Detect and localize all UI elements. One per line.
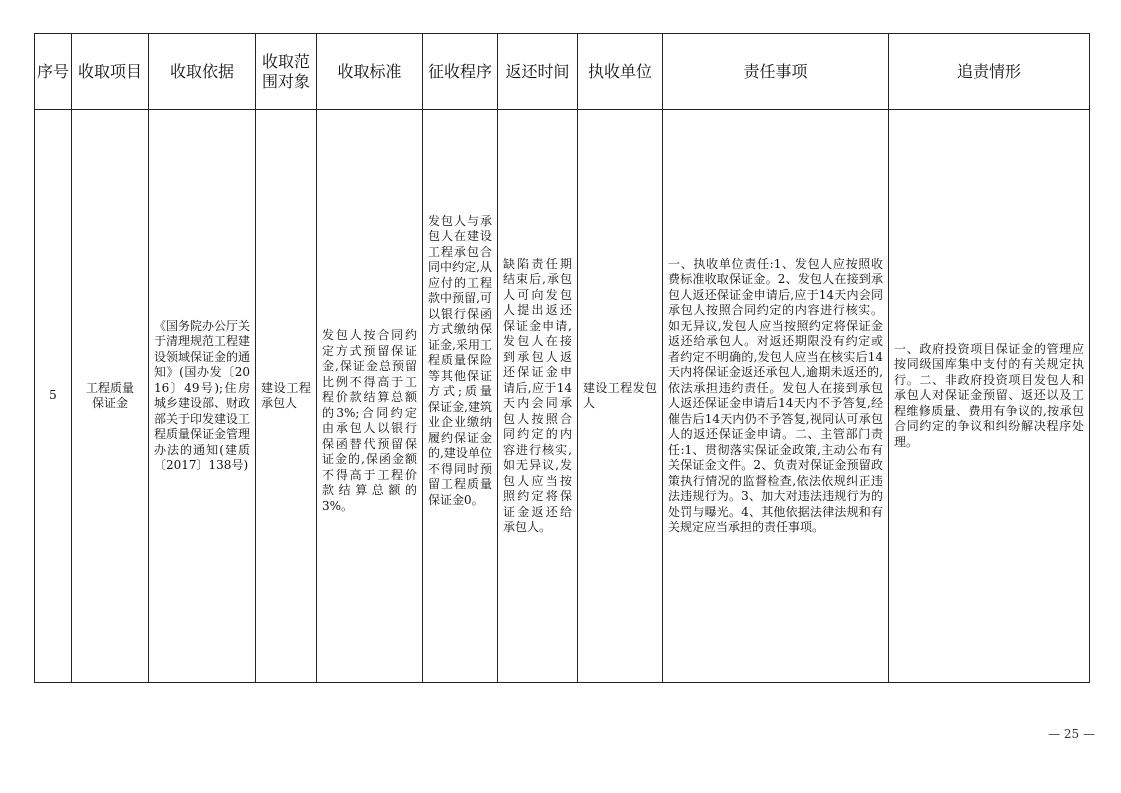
cell-index: 5 (35, 110, 72, 683)
cell-accountability: 一、政府投资项目保证金的管理应按同级国库集中支付的有关规定执行。二、非政府投资项目发包人和承包人对保证金预留、返还以及工程维修质量、费用有争议的,按承包合同约定的争议和纠纷解决程序处理。 (889, 110, 1090, 683)
cell-item: 工程质量保证金 (72, 110, 149, 683)
cell-return-time: 缺陷责任期结束后,承包人可向发包人提出返还保证金申请,发包人在接到承包人返还保证金申请后,应于14天内会同承包人按照合同约定的内容进行核实,如无异议,发包人应当按照约定将保证金返还给承包人。 (498, 110, 578, 683)
header-procedure: 征收程序 (423, 34, 498, 110)
header-standard: 收取标准 (317, 34, 423, 110)
header-row (35, 34, 1090, 110)
cell-responsibility: 一、执收单位责任:1、发包人应按照收费标准收取保证金。2、发包人在接到承包人返还保证金申请后,应于14天内会同承包人按照合同约定的内容进行核实。如无异议,发包人应当按照约定将保证金返还给承包人。对返还期限没有约定或者约定不明确的,发包人应当在核实后14天内将保证金返还承包人,逾期未返还的,依法承担违约责任。发包人在接到承包人返还保证金申请后14天内不予答复,经催告后14天内仍不予答复,视同认可承包人的返还保证金申请。二、主管部门责任:1、贯彻落实保证金政策,主动公布有关保证金文件。2、负责对保证金预留政策执行情况的监督检查,依法依规纠正违法违规行为。3、加大对违法违规行为的处罚与曝光。4、其他依据法律法规和有关规定应当承担的责任事项。 (663, 110, 889, 683)
page-number: — 25 — (1048, 727, 1095, 741)
cell-standard: 发包人按合同约定方式预留保证金,保证金总预留比例不得高于工程价款结算总额的3%;合同约定由承包人以银行保函替代预留保证金的,保函金额不得高于工程价款结算总额的3%。 (317, 110, 423, 683)
table-row (35, 110, 1090, 683)
cell-basis: 《国务院办公厅关于清理规范工程建设领域保证金的通知》(国办发〔2016〕49号);住房城乡建设部、财政部关于印发建设工程质量保证金管理办法的通知(建质〔2017〕138号) (149, 110, 256, 683)
cell-procedure: 发包人与承包人在建设工程承包合同中约定,从应付的工程款中预留,可以银行保函方式缴纳保证金,采用工程质量保险等其他保证方式;质量保证金,建筑业企业缴纳履约保证金的,建设单位不得同时预留工程质量保证金0。 (423, 110, 498, 683)
fee-table (34, 33, 1090, 683)
header-item: 收取项目 (72, 34, 149, 110)
header-basis: 收取依据 (149, 34, 256, 110)
header-accountability: 追责情形 (889, 34, 1090, 110)
header-responsibility: 责任事项 (663, 34, 889, 110)
header-unit: 执收单位 (578, 34, 663, 110)
cell-scope: 建设工程承包人 (256, 110, 317, 683)
header-index: 序号 (35, 34, 72, 110)
header-scope: 收取范围对象 (256, 34, 317, 110)
cell-unit: 建设工程发包人 (578, 110, 663, 683)
header-return-time: 返还时间 (498, 34, 578, 110)
